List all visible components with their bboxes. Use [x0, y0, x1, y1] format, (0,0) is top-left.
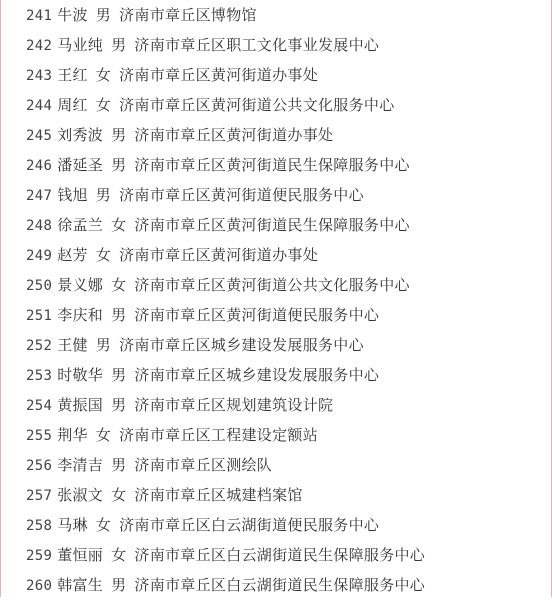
- entry-organization: 济南市章丘区黄河街道办事处: [119, 66, 319, 84]
- entry-name: 王健: [57, 336, 88, 354]
- entry-gender: 男: [111, 456, 127, 474]
- entry-number: 258: [26, 518, 53, 534]
- entry-name: 马业纯: [57, 36, 104, 54]
- entry-organization: 济南市章丘区白云湖街道便民服务中心: [119, 516, 380, 534]
- entry-number: 245: [26, 128, 53, 144]
- entry-name: 景义娜: [57, 276, 104, 294]
- entry-number: 244: [26, 98, 53, 114]
- entry-name: 徐孟兰: [57, 216, 104, 234]
- list-item: [26, 510, 425, 540]
- entry-gender: 男: [95, 6, 112, 24]
- entry-number: 242: [26, 38, 53, 54]
- entry-organization: 济南市章丘区规划建筑设计院: [134, 396, 334, 414]
- entry-organization: 济南市章丘区测绘队: [134, 456, 273, 474]
- list-item: [26, 540, 425, 570]
- entry-gender: 女: [111, 276, 127, 294]
- list-item: [26, 240, 425, 270]
- list-item: [26, 180, 425, 210]
- entry-name: 周红: [57, 96, 88, 114]
- entry-name: 潘延圣: [57, 156, 104, 174]
- list-item: [26, 450, 425, 480]
- entry-organization: 济南市章丘区工程建设定额站: [119, 426, 319, 444]
- entry-gender: 女: [95, 246, 112, 264]
- entry-number: 249: [26, 248, 53, 264]
- entry-gender: 女: [95, 516, 112, 534]
- list-item: [26, 330, 425, 360]
- entry-organization: 济南市章丘区黄河街道民生保障服务中心: [134, 156, 410, 174]
- entry-organization: 济南市章丘区博物馆: [119, 6, 257, 24]
- entry-number: 256: [26, 458, 53, 474]
- entry-gender: 男: [111, 156, 127, 174]
- entry-organization: 济南市章丘区白云湖街道民生保障服务中心: [134, 546, 426, 564]
- entry-organization: 济南市章丘区职工文化事业发展中心: [134, 36, 380, 54]
- entry-name: 马琳: [57, 516, 88, 534]
- list-item: [26, 90, 425, 120]
- entry-gender: 男: [95, 186, 112, 204]
- name-list: [26, 0, 425, 600]
- entry-number: 248: [26, 218, 53, 234]
- entry-gender: 女: [111, 546, 127, 564]
- entry-organization: 济南市章丘区黄河街道公共文化服务中心: [134, 276, 410, 294]
- entry-gender: 女: [95, 426, 112, 444]
- list-item: [26, 570, 425, 600]
- entry-organization: 济南市章丘区城乡建设发展服务中心: [134, 366, 380, 384]
- entry-organization: 济南市章丘区黄河街道办事处: [119, 246, 319, 264]
- list-item: [26, 360, 425, 390]
- entry-organization: 济南市章丘区黄河街道公共文化服务中心: [119, 96, 395, 114]
- list-item: [26, 60, 425, 90]
- entry-name: 荆华: [57, 426, 88, 444]
- entry-name: 刘秀波: [57, 126, 104, 144]
- entry-number: 255: [26, 428, 53, 444]
- entry-number: 259: [26, 548, 53, 564]
- entry-organization: 济南市章丘区黄河街道办事处: [134, 126, 334, 144]
- entry-organization: 济南市章丘区黄河街道民生保障服务中心: [134, 216, 410, 234]
- entry-name: 李清吉: [57, 456, 104, 474]
- entry-gender: 男: [111, 36, 127, 54]
- entry-number: 246: [26, 158, 53, 174]
- list-item: [26, 480, 425, 510]
- entry-name: 黄振国: [57, 396, 104, 414]
- list-item: [26, 420, 425, 450]
- entry-number: 254: [26, 398, 53, 414]
- list-item: [26, 300, 425, 330]
- entry-name: 董恒丽: [57, 546, 104, 564]
- entry-name: 时敬华: [57, 366, 104, 384]
- entry-organization: 济南市章丘区城建档案馆: [134, 486, 303, 504]
- entry-number: 241: [26, 8, 53, 24]
- list-item: [26, 0, 425, 30]
- list-item: [26, 150, 425, 180]
- entry-organization: 济南市章丘区黄河街道便民服务中心: [134, 306, 380, 324]
- entry-number: 260: [26, 578, 53, 594]
- entry-name: 张淑文: [57, 486, 104, 504]
- entry-organization: 济南市章丘区白云湖街道民生保障服务中心: [134, 576, 426, 594]
- entry-gender: 女: [111, 216, 127, 234]
- list-item: [26, 210, 425, 240]
- entry-number: 247: [26, 188, 53, 204]
- entry-organization: 济南市章丘区黄河街道便民服务中心: [119, 186, 364, 204]
- entry-name: 韩富生: [57, 576, 104, 594]
- list-item: [26, 30, 425, 60]
- entry-gender: 男: [111, 366, 127, 384]
- entry-name: 赵芳: [57, 246, 88, 264]
- entry-name: 王红: [57, 66, 88, 84]
- entry-name: 钱旭: [57, 186, 88, 204]
- entry-gender: 女: [95, 66, 112, 84]
- list-item: [26, 390, 425, 420]
- entry-gender: 男: [95, 336, 112, 354]
- entry-number: 252: [26, 338, 53, 354]
- entry-name: 李庆和: [57, 306, 104, 324]
- entry-number: 257: [26, 488, 53, 504]
- entry-organization: 济南市章丘区城乡建设发展服务中心: [119, 336, 364, 354]
- entry-name: 牛波: [57, 6, 88, 24]
- entry-number: 250: [26, 278, 53, 294]
- entry-gender: 男: [111, 126, 127, 144]
- entry-gender: 男: [111, 576, 127, 594]
- entry-gender: 男: [111, 396, 127, 414]
- entry-number: 243: [26, 68, 53, 84]
- entry-number: 251: [26, 308, 53, 324]
- entry-gender: 女: [111, 486, 127, 504]
- entry-gender: 女: [95, 96, 112, 114]
- list-item: [26, 120, 425, 150]
- entry-number: 253: [26, 368, 53, 384]
- entry-gender: 男: [111, 306, 127, 324]
- list-item: [26, 270, 425, 300]
